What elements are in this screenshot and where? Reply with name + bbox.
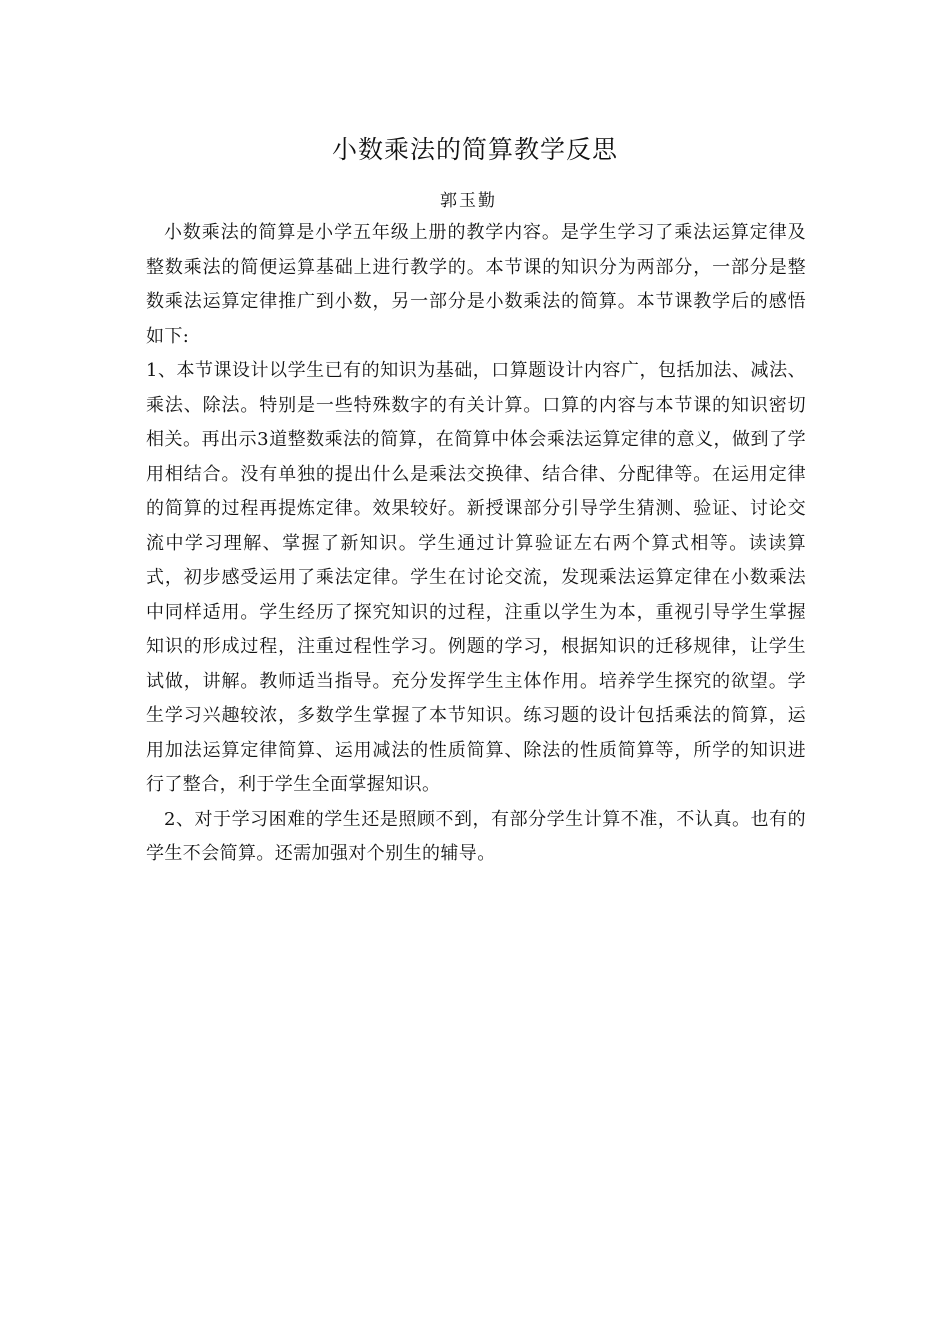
document-author: 郭玉勤 xyxy=(440,191,497,211)
paragraph-point-2: 2、对于学习困难的学生还是照顾不到，有部分学生计算不准，不认真。也有的学生不会简算。还需加强对个别生的辅导。 xyxy=(146,808,806,864)
document-title: 小数乘法的简算教学反思 xyxy=(331,135,618,164)
paragraph-point-1: 1、本节课设计以学生已有的知识为基础，口算题设计内容广，包括加法、减法、乘法、除法。特别是一些特殊数字的有关计算。口算的内容与本节课的知识密切相关。再出示3道整数乘法的简算，在简算中体会乘法运算定律的意义，做到了学用相结合。没有单独的提出什么是乘法交换律、结合律、分配律等。在运用定律的简算的过程再提炼定律。效果较好。新授课部分引导学生猜测、验证、讨论交流中学习理解、掌握了新知识。学生通过计算验证左右两个算式相等。读读算式，初步感受运用了乘法定律。学生在讨论交流，发现乘法运算定律在小数乘法中同样适用。学生经历了探究知识的过程，注重以学生为本，重视引导学生掌握知识的形成过程，注重过程性学习。例题的学习，根据知识的迁移规律，让学生试做，讲解。教师适当指导。充分发挥学生主体作用。培养学生探究的欲望。学生学习兴趣较浓，多数学生掌握了本节知识。练习题的设计包括乘法的简算，运用加法运算定律简算、运用减法的性质简算、除法的性质简算等，所学的知识进行了整合，利于学生全面掌握知识。 xyxy=(146,360,806,795)
paragraph-intro: 小数乘法的简算是小学五年级上册的教学内容。是学生学习了乘法运算定律及整数乘法的简便运算基础上进行教学的。本节课的知识分为两部分，一部分是整数乘法运算定律推广到小数，另一部分是小数乘法的简算。本节课教学后的感悟如下: xyxy=(146,222,806,347)
document-body xyxy=(146,216,806,872)
